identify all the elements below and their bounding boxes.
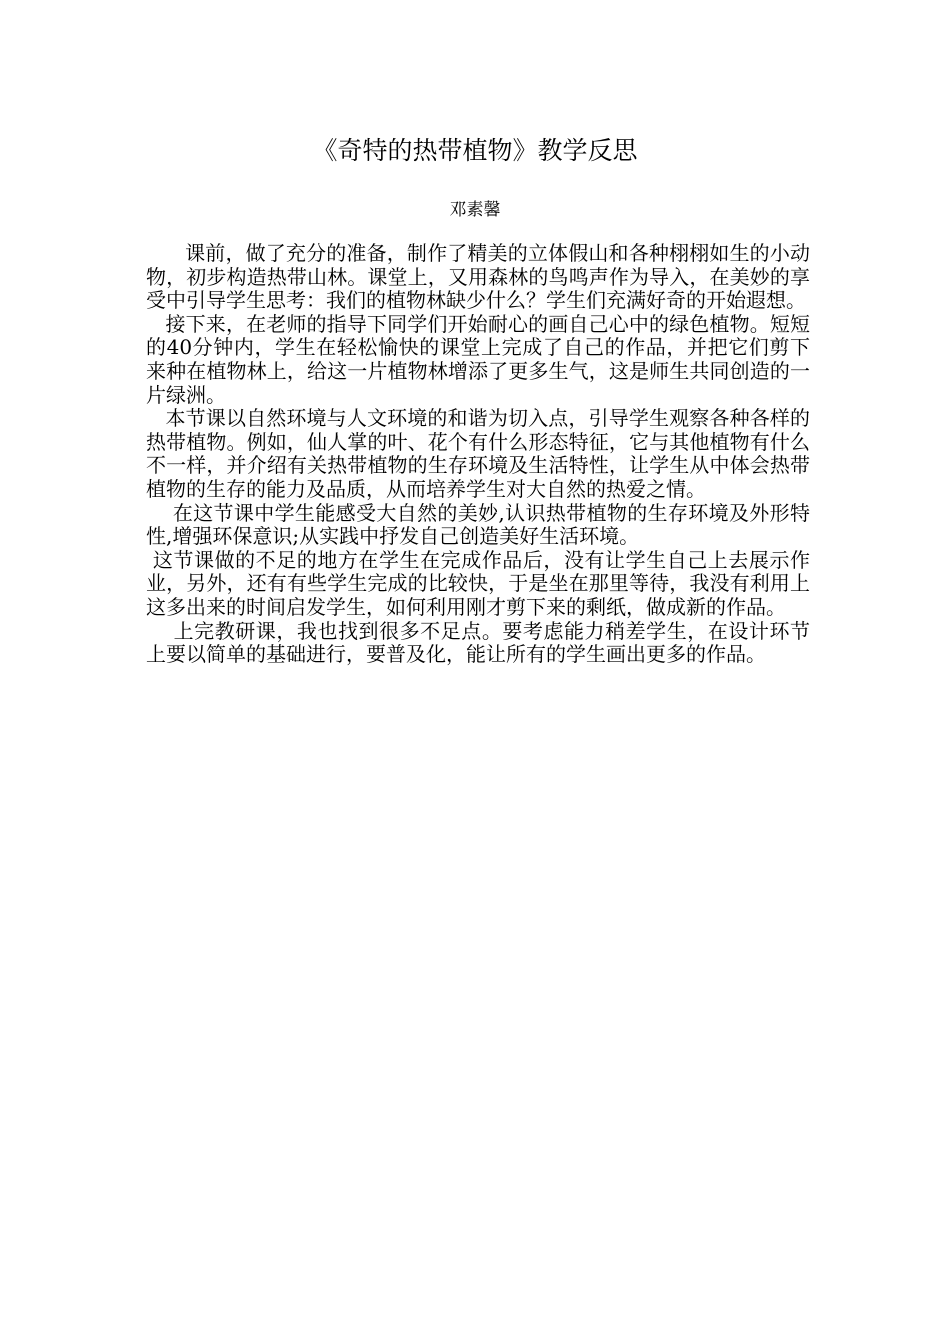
- document-author: 邓素馨: [449, 200, 501, 220]
- paragraph: 在这节课中学生能感受大自然的美妙,认识热带植物的生存环境及外形特性,增强环保意识;从实践中抒发自己创造美好生活环境。: [146, 500, 810, 549]
- paragraph: 上完教研课，我也找到很多不足点。要考虑能力稍差学生，在设计环节上要以简单的基础进行，要普及化，能让所有的学生画出更多的作品。: [146, 618, 811, 667]
- document-title: 《奇特的热带植物》教学反思: [312, 136, 638, 165]
- paragraph: 课前，做了充分的准备，制作了精美的立体假山和各种栩栩如生的小动物，初步构造热带山林。课堂上，又用森林的鸟鸣声作为导入，在美妙的享受中引导学生思考：我们的植物林缺少什么？学生们充满好奇的开始遐想。: [146, 241, 810, 313]
- paragraph: 接下来，在老师的指导下同学们开始耐心的画自己心中的绿色植物。短短的40分钟内，学生在轻松愉快的课堂上完成了自己的作品，并把它们剪下来种在植物林上，给这一片植物林增添了更多生气，这是师生共同创造的一片绿洲。: [146, 311, 811, 407]
- paragraph: 本节课以自然环境与人文环境的和谐为切入点，引导学生观察各种各样的热带植物。例如，仙人掌的叶、花个有什么形态特征，它与其他植物有什么不一样，并介绍有关热带植物的生存环境及生活特性，让学生从中体会热带植物的生存的能力及品质，从而培养学生对大自然的热爱之情。: [146, 406, 811, 501]
- document-body: [146, 242, 810, 667]
- paragraph: 这节课做的不足的地方在学生在完成作品后，没有让学生自己上去展示作业，另外，还有有些学生完成的比较快，于是坐在那里等待，我没有利用上这多出来的时间启发学生，如何利用刚才剪下来的剩纸，做成新的作品。: [146, 547, 811, 619]
